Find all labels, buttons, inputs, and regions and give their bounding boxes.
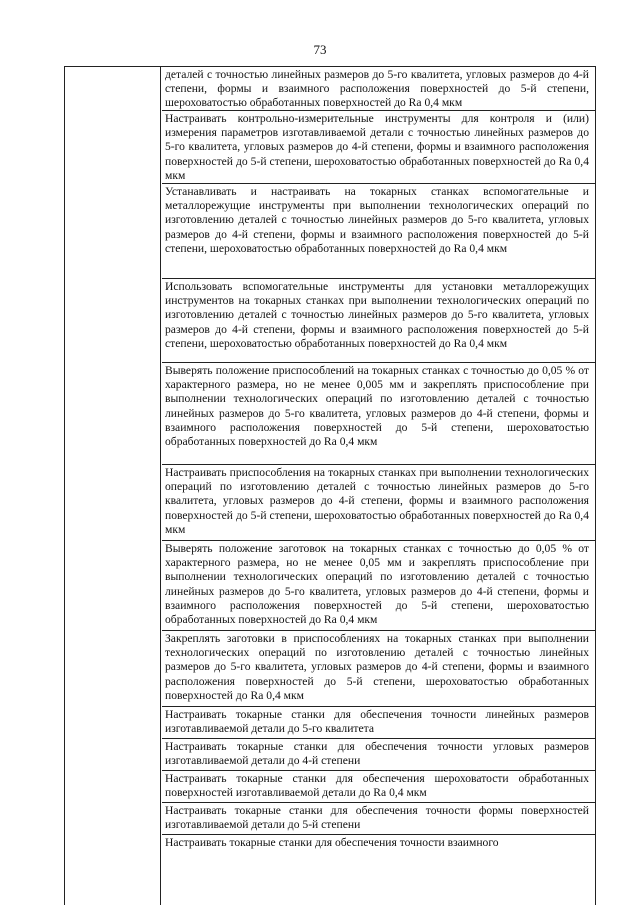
- table-row: Настраивать контрольно-измерительные инструменты для контроля и (или) измерения параметров изготавливаемой детали с точностью линейных размеров до 5-го квалитета, угловых размеров до 4-й степени, формы и взаимного расположения поверхностей до 5-й степени, шероховатостью обработанных поверхностей до Ra 0,4 мкм: [162, 111, 595, 184]
- table-row: Устанавливать и настраивать на токарных станках вспомогательные и металлорежущие инструменты при выполнении технологических операций по изготовлению деталей с точностью линейных размеров до 5-го квалитета, угловых размеров до 4-й степени, формы и взаимного расположения поверхностей до 5-й степени, шероховатостью обработанных поверхностей до Ra 0,4 мкм: [162, 184, 595, 279]
- table-left-column: [65, 67, 161, 905]
- page-number: 73: [313, 42, 327, 57]
- table-row: Выверять положение заготовок на токарных станках с точностью до 0,05 % от характерного размера, но не менее 0,05 мм и закреплять приспособление при выполнении технологических операций по изготовлению деталей с точностью линейных размеров до 5-го квалитета, угловых размеров до 4-й степени, формы и взаимного расположения поверхностей до 5-й степени, шероховатостью обработанных поверхностей до Ra 0,4 мкм: [162, 541, 595, 631]
- table-row: Настраивать токарные станки для обеспечения точности формы поверхностей изготавливаемой детали до 5-й степени: [162, 803, 595, 835]
- table-row: Использовать вспомогательные инструменты для установки металлорежущих инструментов на токарных станках при выполнении технологических операций по изготовлению деталей с точностью линейных размеров до 5-го квалитета, угловых размеров до 4-й степени, формы и взаимного расположения поверхностей до 5-й степени, шероховатостью обработанных поверхностей до Ra 0,4 мкм: [162, 279, 595, 363]
- table-row: деталей с точностью линейных размеров до 5-го квалитета, угловых размеров до 4-й степени, формы и взаимного расположения поверхностей до 5-й степени, шероховатостью обработанных поверхностей до Ra 0,4 мкм: [162, 67, 595, 111]
- skills-table: [64, 66, 596, 905]
- table-row: Настраивать токарные станки для обеспечения точности угловых размеров изготавливаемой детали до 4-й степени: [162, 739, 595, 771]
- table-row: Настраивать токарные станки для обеспечения точности взаимного: [165, 836, 499, 849]
- table-rows: [162, 67, 595, 857]
- table-row: Настраивать приспособления на токарных станках при выполнении технологических операций по изготовлению деталей с точностью линейных размеров до 5-го квалитета, угловых размеров до 4-й степени, формы и взаимного расположения поверхностей до 5-й степени, шероховатостью обработанных поверхностей до Ra 0,4 мкм: [162, 465, 595, 541]
- table-row: Настраивать токарные станки для обеспечения точности линейных размеров изготавливаемой детали до 5-го квалитета: [162, 707, 595, 739]
- table-row: Настраивать токарные станки для обеспечения шероховатости обработанных поверхностей изготавливаемой детали до Ra 0,4 мкм: [162, 771, 595, 803]
- table-row: Закреплять заготовки в приспособлениях на токарных станках при выполнении технологических операций по изготовлению деталей с точностью линейных размеров до 5-го квалитета, угловых размеров до 4-й степени, формы и взаимного расположения поверхностей до 5-й степени, шероховатостью обработанных поверхностей до Ra 0,4 мкм: [162, 631, 595, 707]
- table-row: Выверять положение приспособлений на токарных станках с точностью до 0,05 % от характерного размера, но не менее 0,005 мм и закреплять приспособление при выполнении технологических операций по изготовлению деталей с точностью линейных размеров до 5-го квалитета, угловых размеров до 4-й степени, формы и взаимного расположения поверхностей до 5-й степени, шероховатостью обработанных поверхностей до Ra 0,4 мкм: [162, 363, 595, 465]
